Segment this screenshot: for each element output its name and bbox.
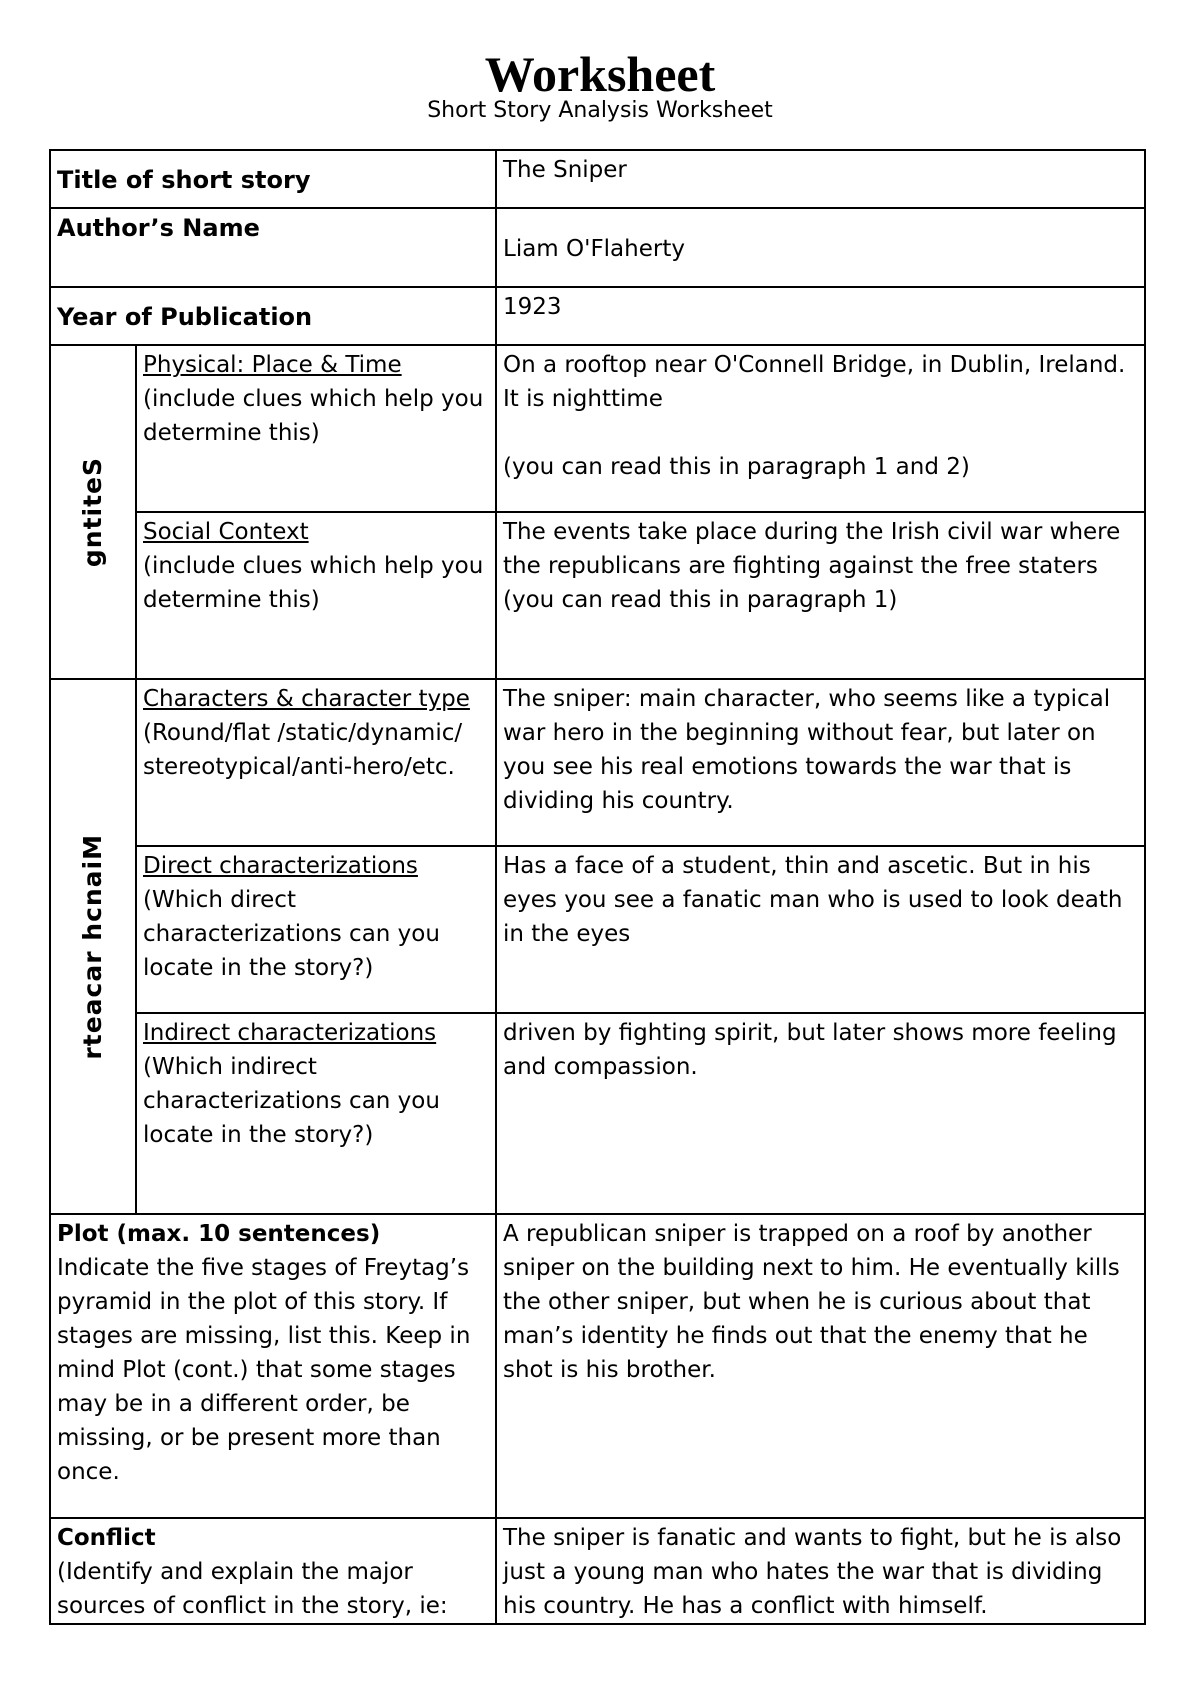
direct-heading: Direct characterizations (143, 853, 418, 879)
direct-label-cell (136, 846, 496, 1013)
indirect-value-cell (496, 1013, 1145, 1214)
year-label: Year of Publication (57, 302, 313, 331)
direct-value: Has a face of a student, thin and ascetic. But in his eyes you see a fanatic man who is used to look death in the eyes (503, 853, 1123, 947)
indirect-hint: (Which indirect characterizations can you locate in the story?) (143, 1054, 440, 1148)
conflict-value-cell (496, 1518, 1145, 1624)
physical-value-line1: On a rooftop near O'Connell Bridge, in Dublin, Ireland. It is nighttime (503, 352, 1126, 412)
direct-value-cell (496, 846, 1145, 1013)
plot-label-cell (50, 1214, 496, 1518)
page-title: Worksheet (484, 46, 716, 102)
row-conflict (50, 1518, 1145, 1624)
physical-value-line2: (you can read this in paragraph 1 and 2) (503, 454, 970, 480)
title-label-cell (50, 150, 496, 208)
physical-value-cell (496, 345, 1145, 512)
social-value-line1: The events take place during the Irish civil war where the republicans are fighting against the free staters (503, 519, 1121, 579)
social-label-cell (136, 512, 496, 679)
physical-label-cell (136, 345, 496, 512)
author-label-cell (50, 208, 496, 287)
direct-hint: (Which direct characterizations can you locate in the story?) (143, 887, 440, 981)
setting-group-cell (50, 345, 136, 679)
plot-value: A republican sniper is trapped on a roof by another sniper on the building next to him. He eventually kills the other sniper, but when he is curious about that man’s identity he finds out that the enemy that he shot is his brother. (503, 1221, 1120, 1383)
physical-hint: (include clues which help you determine this) (143, 386, 484, 446)
social-value-line2: (you can read this in paragraph 1) (503, 587, 898, 613)
author-label: Author’s Name (57, 214, 260, 242)
row-year (50, 287, 1145, 345)
title-value: The Sniper (503, 157, 627, 183)
conflict-hint: (Identify and explain the major sources of conflict in the story, ie: (57, 1559, 448, 1619)
analysis-table (49, 149, 1146, 1625)
character-types-label-cell (136, 679, 496, 846)
character-types-value-cell (496, 679, 1145, 846)
conflict-heading: Conflict (57, 1525, 156, 1551)
spacer (503, 416, 1138, 450)
row-plot (50, 1214, 1145, 1518)
character-types-hint: (Round/flat /static/dynamic/ stereotypical/anti-hero/etc. (143, 720, 463, 780)
social-value-cell (496, 512, 1145, 679)
year-value: 1923 (503, 294, 562, 320)
year-value-cell (496, 287, 1145, 345)
physical-heading: Physical: Place & Time (143, 352, 402, 378)
title-value-cell (496, 150, 1145, 208)
plot-value-cell (496, 1214, 1145, 1518)
author-value-cell (496, 208, 1145, 287)
social-heading: Social Context (143, 519, 309, 545)
author-value: Liam O'Flaherty (503, 235, 685, 262)
social-hint: (include clues which help you determine this) (143, 553, 484, 613)
row-indirect-characterizations (50, 1013, 1145, 1214)
title-label: Title of short story (57, 165, 311, 194)
character-types-value: The sniper: main character, who seems like a typical war hero in the beginning without fear, but later on you see his real emotions towards the war that is dividing his country. (503, 686, 1111, 814)
year-label-cell (50, 287, 496, 345)
indirect-heading: Indirect characterizations (143, 1020, 437, 1046)
row-direct-characterizations (50, 846, 1145, 1013)
indirect-value: driven by fighting spirit, but later shows more feeling and compassion. (503, 1020, 1117, 1080)
characters-group-cell (50, 679, 136, 1214)
setting-group-label: gntiteS (78, 456, 107, 568)
row-setting-physical (50, 345, 1145, 512)
plot-heading: Plot (max. 10 sentences) (57, 1221, 381, 1247)
characters-group-label: rteacar hcnaiM (78, 833, 107, 1060)
conflict-label-cell (50, 1518, 496, 1624)
plot-hint: Indicate the five stages of Freytag’s pyramid in the plot of this story. If stages are missing, list this. Keep in mind Plot (cont.) that some stages may be in a different order, be missing, or be present more than once. (57, 1255, 471, 1485)
page-subtitle: Short Story Analysis Worksheet (427, 98, 773, 123)
character-types-heading: Characters & character type (143, 686, 470, 712)
row-title (50, 150, 1145, 208)
row-setting-social (50, 512, 1145, 679)
indirect-label-cell (136, 1013, 496, 1214)
conflict-value: The sniper is fanatic and wants to fight, but he is also just a young man who hates the war that is dividing his country. He has a conflict with himself. (503, 1525, 1122, 1619)
row-author (50, 208, 1145, 287)
row-character-types (50, 679, 1145, 846)
